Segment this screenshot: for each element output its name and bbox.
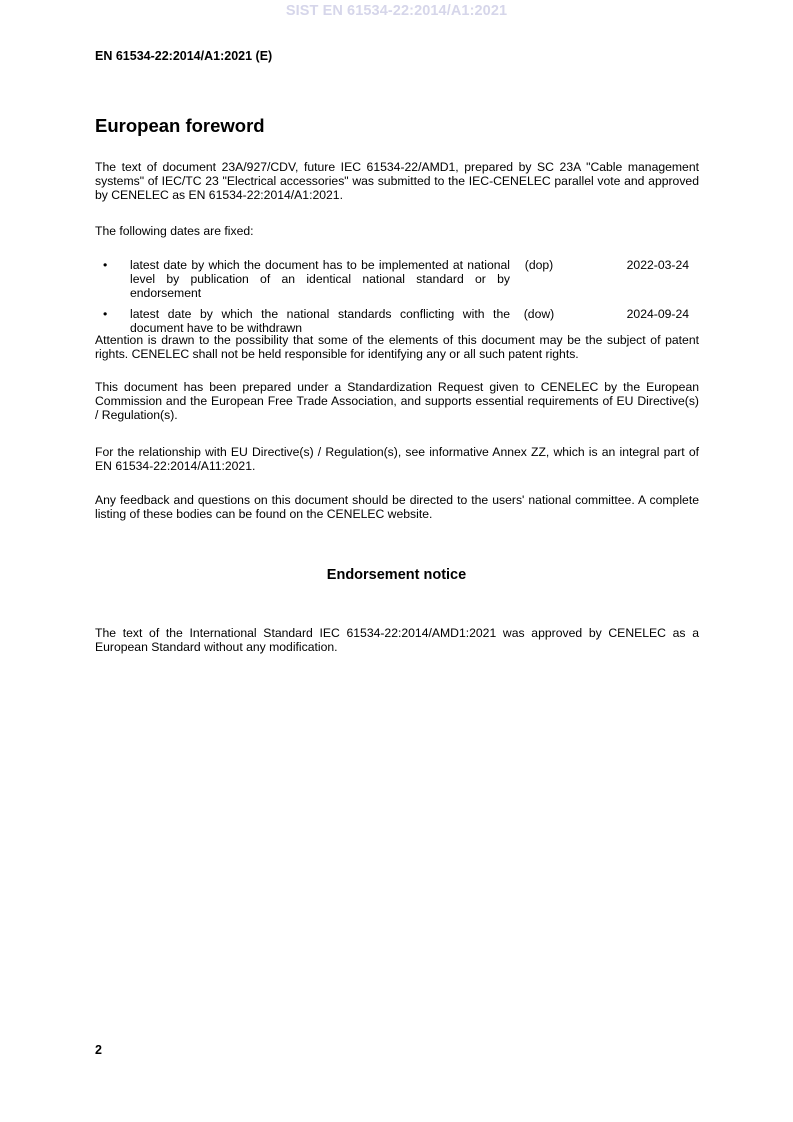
dates-table-row	[95, 300, 699, 335]
endorsement-heading: Endorsement notice	[326, 567, 467, 583]
dates-table	[95, 258, 699, 335]
date-description: latest date by which the national standards conflicting with the document have to be withdrawn	[130, 307, 510, 335]
dates-table-row	[95, 258, 699, 300]
bullet-marker: •	[103, 307, 108, 321]
document-id-header: EN 61534-22:2014/A1:2021 (E)	[95, 49, 273, 63]
endorsement-paragraph: The text of the International Standard IEC 61534-22:2014/AMD1:2021 was approved by CENELEC as a European Standard without any modification.	[95, 626, 699, 654]
page-title: European foreword	[95, 115, 265, 136]
date-value: 2022-03-24	[626, 258, 689, 272]
foreword-intro-paragraph: The text of document 23A/927/CDV, future IEC 61534-22/AMD1, prepared by SC 23A "Cable management systems" of IEC/TC 23 "Electrical accessories" was submitted to the IEC-CENELEC parallel vote and approved by CENELEC as EN 61534-22:2014/A1:2021.	[95, 160, 699, 202]
annex-reference-paragraph: For the relationship with EU Directive(s) / Regulation(s), see informative Annex ZZ, which is an integral part of EN 61534-22:2014/A11:2021.	[95, 445, 699, 473]
patent-notice-paragraph: Attention is drawn to the possibility that some of the elements of this document may be the subject of patent rights. CENELEC shall not be held responsible for identifying any or all such patent rights.	[95, 333, 699, 361]
page-number: 2	[95, 1043, 102, 1057]
feedback-paragraph: Any feedback and questions on this document should be directed to the users' national committee. A complete listing of these bodies can be found on the CENELEC website.	[95, 493, 699, 521]
date-code: (dop)	[524, 258, 554, 272]
bullet-marker: •	[103, 258, 108, 272]
date-code: (dow)	[523, 307, 555, 321]
watermark: SIST EN 61534-22:2014/A1:2021	[285, 3, 508, 19]
dates-intro-paragraph: The following dates are fixed:	[95, 224, 254, 238]
standardization-request-paragraph: This document has been prepared under a Standardization Request given to CENELEC by the European Commission and the European Free Trade Association, and supports essential requirements of EU Directive(s) / Regulation(s).	[95, 380, 699, 422]
date-value: 2024-09-24	[626, 307, 689, 321]
date-description: latest date by which the document has to be implemented at national level by publication of an identical national standard or by endorsement	[130, 258, 510, 300]
